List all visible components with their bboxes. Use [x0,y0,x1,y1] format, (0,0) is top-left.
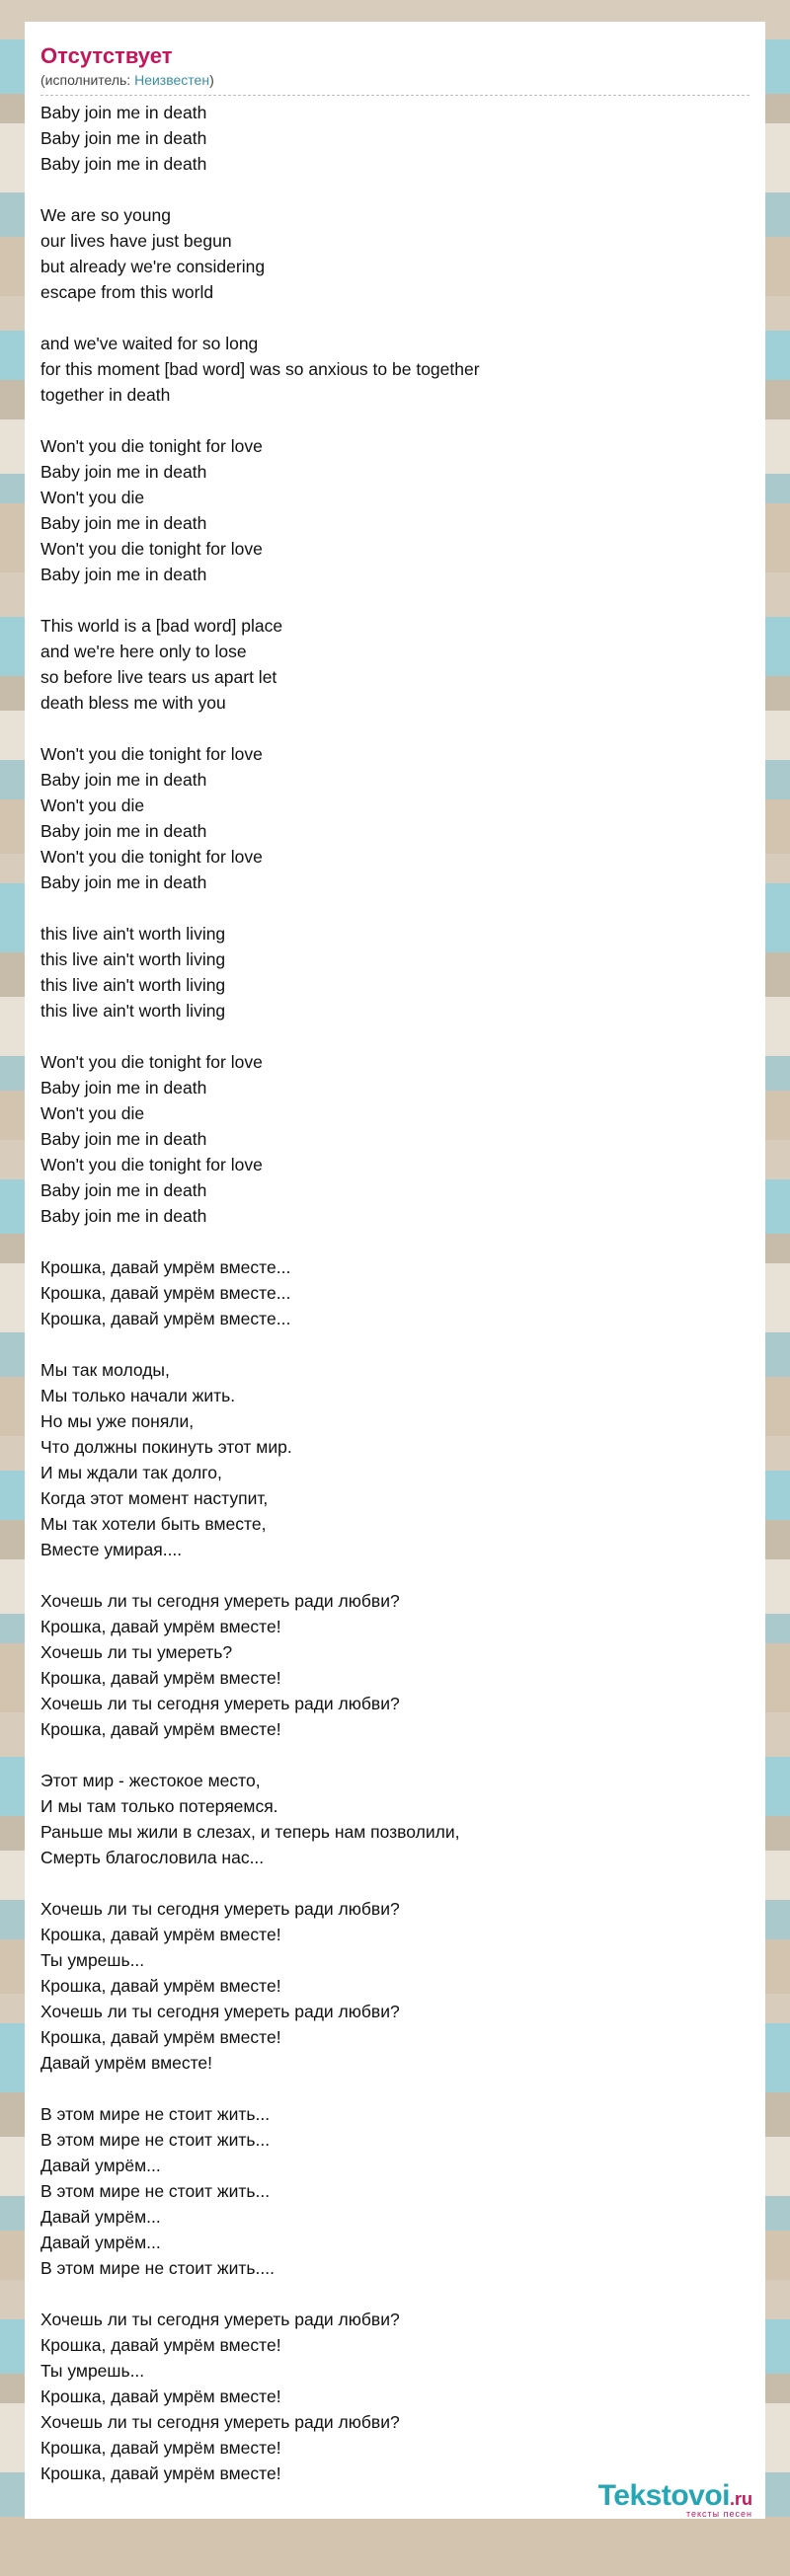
lyric-line: this live ain't worth living [40,975,226,995]
lyrics-stanza [40,100,750,177]
lyric-line: Давай умрём... [40,2156,161,2175]
lyric-line: Baby join me in death [40,128,207,148]
lyric-line: Мы только начали жить. [40,1386,236,1405]
lyric-line: Baby join me in death [40,565,207,584]
lyric-line: Мы так молоды, [40,1360,170,1380]
lyrics-stanza [40,613,750,716]
artist-link[interactable]: Неизвестен [134,72,210,88]
lyric-line: Ты умрешь... [40,2361,145,2381]
logo-name: Tekstovoi [597,2479,730,2512]
lyric-line: Крошка, давай умрём вместе... [40,1309,291,1328]
lyric-line: death bless me with you [40,693,226,713]
lyric-line: This world is a [bad word] place [40,616,283,636]
lyrics-stanza [40,1768,750,1870]
lyrics-stanza [40,1896,750,2076]
lyric-line: Но мы уже поняли, [40,1411,195,1431]
lyric-line: and we've waited for so long [40,334,259,353]
lyric-line: We are so young [40,205,171,225]
lyric-line: this live ain't worth living [40,949,226,969]
lyrics-stanza [40,1049,750,1229]
lyric-line: Раньше мы жили в слезах, и теперь нам позволили, [40,1822,460,1842]
lyric-line: Хочешь ли ты сегодня умереть ради любви? [40,2310,400,2329]
lyric-line: our lives have just begun [40,231,232,251]
lyric-line: Baby join me in death [40,821,207,841]
lyric-line: В этом мире не стоит жить... [40,2181,271,2201]
lyrics-stanza [40,433,750,587]
lyric-line: Давай умрём... [40,2207,161,2227]
lyric-line: Baby join me in death [40,513,207,533]
lyrics-stanza [40,1357,750,1562]
lyric-line: Baby join me in death [40,103,207,122]
lyric-line: Вместе умирая.... [40,1540,183,1559]
lyric-line: Baby join me in death [40,1206,207,1226]
lyric-line: Давай умрём... [40,2233,161,2252]
lyric-line: Крошка, давай умрём вместе! [40,2027,281,2047]
lyric-line: Хочешь ли ты умереть? [40,1642,233,1662]
lyric-line: Крошка, давай умрём вместе... [40,1257,291,1277]
lyric-line: Крошка, давай умрём вместе... [40,1283,291,1303]
lyric-line: Хочешь ли ты сегодня умереть ради любви? [40,1899,400,1919]
logo-tld: .ru [729,2489,752,2509]
lyric-line: Крошка, давай умрём вместе! [40,1719,281,1739]
song-title: Отсутствует [40,43,173,68]
lyrics-stanza [40,1588,750,1742]
lyric-line: Won't you die tonight for love [40,436,263,456]
artist-byline [40,71,750,89]
lyrics-stanza [40,202,750,305]
lyric-line: Won't you die tonight for love [40,744,263,764]
divider [40,95,750,96]
lyric-line: Ты умрешь... [40,1950,145,1970]
logo-tagline: тексты песен [685,2509,752,2519]
lyric-line: Крошка, давай умрём вместе! [40,2438,281,2458]
lyric-line: Крошка, давай умрём вместе! [40,1617,281,1636]
lyric-line: Baby join me in death [40,1129,207,1149]
lyric-line: Крошка, давай умрём вместе! [40,2463,281,2483]
lyric-line: this live ain't worth living [40,924,226,944]
lyric-line: Хочешь ли ты сегодня умереть ради любви? [40,1694,400,1713]
lyric-line: Крошка, давай умрём вместе! [40,2387,281,2406]
lyric-line: this live ain't worth living [40,1001,226,1021]
lyric-line: Won't you die [40,796,145,815]
lyric-line: Baby join me in death [40,462,207,482]
lyric-line: Хочешь ли ты сегодня умереть ради любви? [40,1591,400,1611]
lyrics-stanza [40,1254,750,1331]
lyric-line: И мы там только потеряемся. [40,1796,278,1816]
lyric-line: Крошка, давай умрём вместе! [40,2335,281,2355]
lyric-line: and we're here only to lose [40,642,247,661]
lyrics-stanza [40,2307,750,2486]
lyric-line: Что должны покинуть этот мир. [40,1437,292,1457]
lyric-line: Хочешь ли ты сегодня умереть ради любви? [40,2412,400,2432]
lyric-line: Won't you die tonight for love [40,539,263,559]
lyric-line: Когда этот момент наступит, [40,1488,269,1508]
byline-suffix: ) [209,72,214,88]
lyric-line: Baby join me in death [40,1180,207,1200]
site-logo[interactable] [598,2479,752,2519]
lyric-line: escape from this world [40,282,214,302]
lyric-line: Крошка, давай умрём вместе! [40,1976,281,1996]
lyric-line: В этом мире не стоит жить... [40,2104,271,2124]
lyrics-stanza [40,741,750,895]
lyric-line: but already we're considering [40,257,266,276]
lyric-line: Baby join me in death [40,1078,207,1098]
lyrics-stanza [40,921,750,1023]
lyric-line: Хочешь ли ты сегодня умереть ради любви? [40,2002,400,2021]
lyric-line: for this moment [bad word] was so anxious to be together [40,359,480,379]
lyrics-card [25,22,765,2519]
lyric-line: Крошка, давай умрём вместе! [40,1668,281,1688]
lyric-line: В этом мире не стоит жить.... [40,2258,275,2278]
lyrics-stanza [40,2101,750,2281]
lyric-line: Won't you die tonight for love [40,1052,263,1072]
lyric-line: Смерть благословила нас... [40,1848,265,1867]
lyric-line: Won't you die [40,1103,145,1123]
lyric-line: Baby join me in death [40,154,207,174]
lyric-line: Baby join me in death [40,872,207,892]
lyric-line: so before live tears us apart let [40,667,277,687]
lyrics-body [40,100,750,2486]
lyric-line: together in death [40,385,171,405]
lyric-line: Baby join me in death [40,770,207,790]
lyrics-stanza [40,331,750,408]
byline-prefix: (исполнитель: [40,72,135,88]
lyric-line: Давай умрём вместе! [40,2053,213,2073]
lyric-line: Won't you die [40,488,145,507]
background-band [0,2517,790,2576]
lyric-line: В этом мире не стоит жить... [40,2130,271,2150]
lyric-line: Этот мир - жестокое место, [40,1771,261,1790]
lyric-line: Крошка, давай умрём вместе! [40,1925,281,1944]
lyric-line: Мы так хотели быть вместе, [40,1514,267,1534]
lyric-line: И мы ждали так долго, [40,1463,222,1482]
lyric-line: Won't you die tonight for love [40,1155,263,1174]
lyric-line: Won't you die tonight for love [40,847,263,867]
